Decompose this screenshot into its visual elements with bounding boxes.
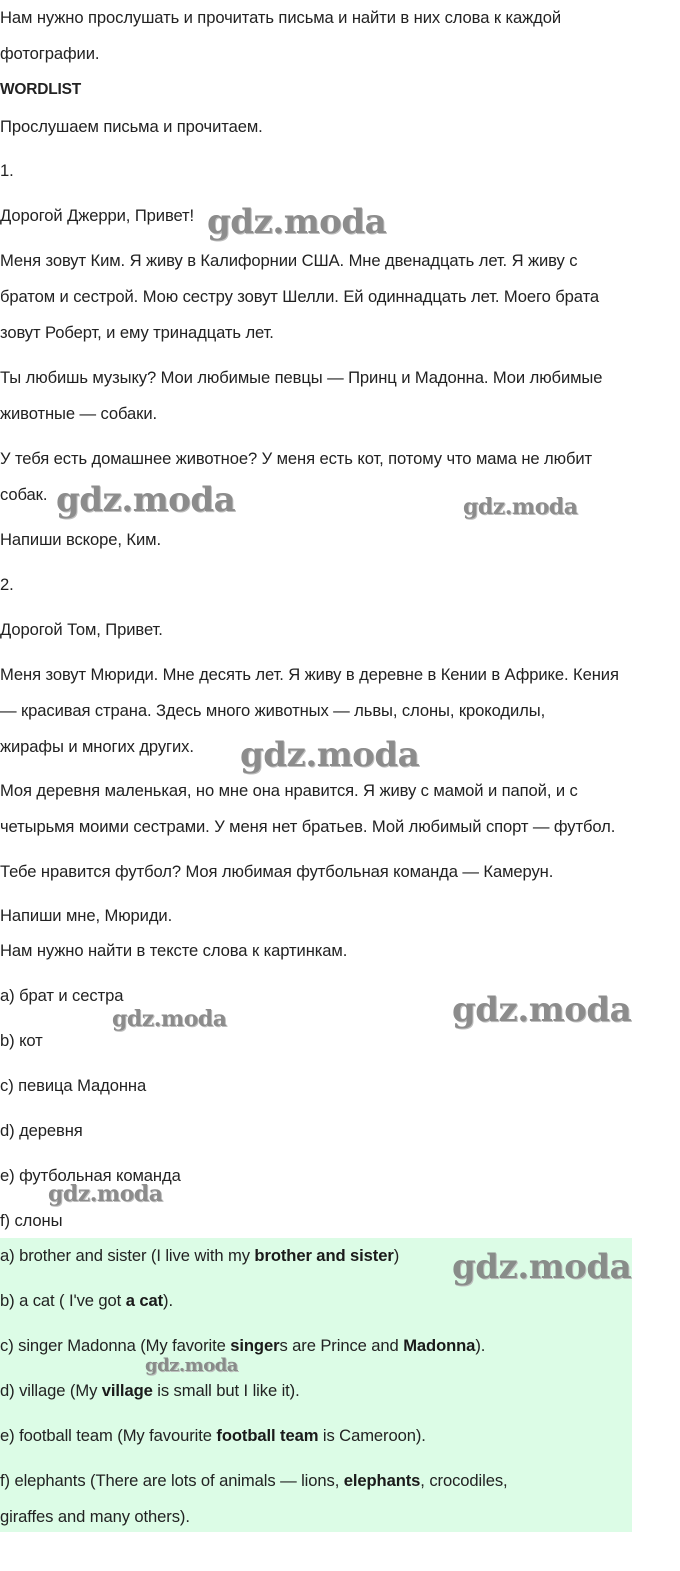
letter2-p3: Тебе нравится футбол? Моя любимая футбольная команда — Камерун. [0, 862, 554, 881]
watermark: gdz.moda [112, 1006, 227, 1032]
watermark: gdz.moda [240, 735, 420, 775]
letter2-p2-line2: четырьмя моими сестрами. У меня нет братьев. Мой любимый спорт — футбол. [0, 817, 616, 836]
letter1-p1-line2: братом и сестрой. Мою сестру зовут Шелли. Ей одиннадцать лет. Моего брата [0, 287, 600, 306]
answer-a: a) brother and sister (I live with my brother and sister) [0, 1246, 400, 1265]
find-words-instruction: Нам нужно найти в тексте слова к картинкам. [0, 941, 348, 960]
picture-item-d: d) деревня [0, 1121, 83, 1140]
picture-item-f: f) слоны [0, 1211, 63, 1230]
picture-item-b: b) кот [0, 1031, 43, 1050]
answer-f: f) elephants (There are lots of animals — lions, elephants, crocodiles, [0, 1471, 508, 1490]
letter1-signoff: Напиши вскоре, Ким. [0, 530, 161, 549]
picture-item-e: e) футбольная команда [0, 1166, 181, 1185]
watermark: gdz.moda [463, 494, 578, 520]
letter2-p1-line3: жирафы и многих других. [0, 737, 194, 756]
letter1-p3-line2: собак. [0, 485, 48, 504]
letter1-p2-line1: Ты любишь музыку? Мои любимые певцы — Принц и Мадонна. Мои любимые [0, 368, 603, 387]
answer-f-line2: giraffes and many others). [0, 1507, 190, 1526]
listen-instruction: Прослушаем письма и прочитаем. [0, 117, 263, 136]
letter1-number: 1. [0, 161, 14, 180]
intro-text-cont: фотографии. [0, 44, 100, 63]
wordlist-heading: WORDLIST [0, 81, 82, 98]
letter1-p1-line1: Меня зовут Ким. Я живу в Калифорнии США. Мне двенадцать лет. Я живу с [0, 251, 578, 270]
letter2-signoff: Напиши мне, Мюриди. [0, 906, 173, 925]
watermark: gdz.moda [145, 1355, 238, 1376]
watermark: gdz.moda [56, 480, 236, 520]
letter2-p1-line2: — красивая страна. Здесь много животных — львы, слоны, крокодилы, [0, 701, 546, 720]
picture-item-c: c) певица Мадонна [0, 1076, 147, 1095]
letter2-p1-line1: Меня зовут Мюриди. Мне десять лет. Я живу в деревне в Кении в Африке. Кения [0, 665, 619, 684]
picture-item-a: a) брат и сестра [0, 986, 124, 1005]
letter1-p3-line1: У тебя есть домашнее животное? У меня есть кот, потому что мама не любит [0, 449, 593, 468]
letter1-p1-line3: зовут Роберт, и ему тринадцать лет. [0, 323, 274, 342]
watermark: gdz.moda [452, 990, 632, 1030]
answer-e: e) football team (My favourite football team is Cameroon). [0, 1426, 426, 1445]
answer-d: d) village (My village is small but I like it). [0, 1381, 300, 1400]
intro-text: Нам нужно прослушать и прочитать письма и найти в них слова к каждой [0, 8, 562, 27]
answer-c: c) singer Madonna (My favorite singers are Prince and Madonna). [0, 1336, 486, 1355]
watermark: gdz.moda [452, 1247, 632, 1287]
letter2-p2-line1: Моя деревня маленькая, но мне она нравится. Я живу с мамой и папой, и с [0, 781, 578, 800]
letter2-greeting: Дорогой Том, Привет. [0, 620, 163, 639]
letter2-number: 2. [0, 575, 14, 594]
watermark: gdz.moda [207, 202, 387, 242]
answer-b: b) a cat ( I've got a cat). [0, 1291, 173, 1310]
watermark: gdz.moda [48, 1181, 163, 1207]
letter1-greeting: Дорогой Джерри, Привет! [0, 206, 195, 225]
letter1-p2-line2: животные — собаки. [0, 404, 157, 423]
